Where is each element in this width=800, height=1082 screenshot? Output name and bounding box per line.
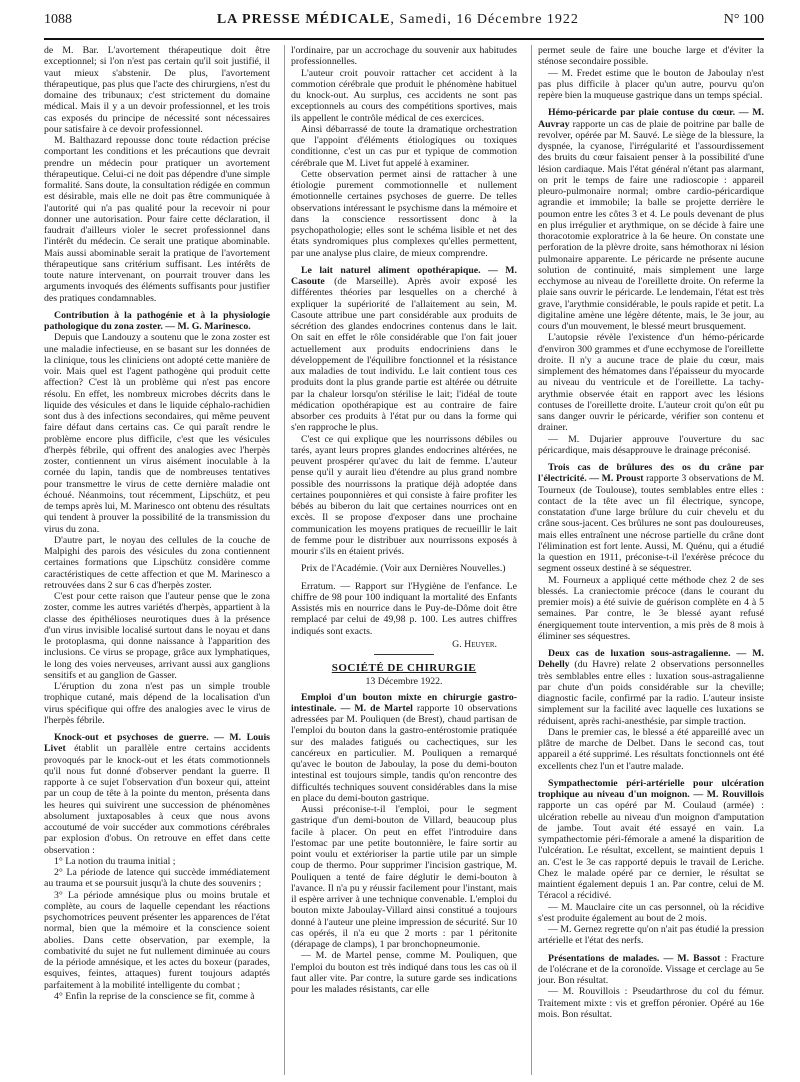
- paragraph: Cette observation permet ainsi de rattacher à une étiologie purement commotionnelle et nullement émotionnelle certaines psychoses de guerre. De telles observations intéressant le psychisme dans la mémoire et dans la conscience ressortissent donc à la psychopathologie; elles sont le schéma lisible et net des états syndromiques plus complexes qu'elles permettent, par une analyse plus claire, de mieux comprendre.: [291, 168, 517, 259]
- section-date: 13 Décembre 1922.: [365, 676, 443, 688]
- list-item: 1° La notion du trauma initial ;: [54, 855, 176, 867]
- paragraph: L'éruption du zona n'est pas un simple trouble trophique cutané, mais dépend de la localisation d'un virus spécifique qui offre des analogies avec le virus de l'herpès fébrile.: [44, 681, 270, 726]
- list-item: 2° La période de latence qui succède immédiatement au trauma et se poursuit jusqu'à la chute des souvenirs ;: [44, 867, 270, 890]
- paragraph: de M. Bar. L'avortement thérapeutique doit être exceptionnel; si l'on n'est pas certain qu'il soit justifié, il vaut mieux s'abstenir. De plus, l'avortement thérapeutique, pas plus que l'acte des chirurgiens, n'est du domaine des tribunaux; c'est strictement du domaine médical. Mais il y a un devoir professionnel, et les trois cas exposés du principe de nécessité sont nécessaires pour satisfaire à ce devoir professionnel.: [44, 45, 270, 135]
- paragraph: — M. de Martel pense, comme M. Pouliquen, que l'emploi du bouton est très indiqué dans tous les cas où il faut aller vite. Par contre, la suture garde ses indications pour les malades résistants, car elle: [291, 950, 517, 995]
- prix-academie: Prix de l'Académie. (Voir aux Dernières Nouvelles.): [301, 563, 506, 575]
- paragraph: Dans le premier cas, le blessé a été appareillé avec un plâtre de marche de Delbet. Dans le second cas, tout appareil a été supprimé. Les résultats fonctionnels ont été excellents chez l'un et l'autre malade.: [538, 726, 764, 772]
- paragraph: — M. Dujarier approuve l'ouverture du sac péricardique, mais désapprouve le drainage préconisé.: [538, 433, 764, 456]
- paragraph: — M. Fredet estime que le bouton de Jaboulay n'est pas plus difficile à placer qu'un autre, pourvu qu'on repère bien la muqueuse gastrique dans un temps spécial.: [538, 67, 764, 101]
- paragraph: C'est ce qui explique que les nourrissons débiles ou tarés, ayant leurs propres glandes endocrines altérées, ne peuvent prospérer qu'avec du lait de femme. L'auteur pense qu'il y aurait lieu d'étendre au plus grand nombre possible des nourrissons la pratique déjà adoptée dans certaines pouponnières et qui consiste à faire profiter les bébés au biberon du lait que certaines nourrices ont en excès. Il se propose d'exposer dans une prochaine communication les moyens pratiques de recueillir le lait de femme pour le distribuer aux nourrissons exposés à mourir s'ils en étaient privés.: [291, 433, 517, 557]
- erratum: Erratum. — Rapport sur l'Hygiène de l'enfance. Le chiffre de 98 pour 100 indiquant la mortalité des Enfants Assistés mis en nourrice dans le Puy-de-Dôme doit être remplacé par celui de 49,98 p. 100. Les autres chiffres indiqués sont exacts.: [291, 580, 517, 637]
- page-header: [44, 12, 764, 38]
- section-luxation: Deux cas de luxation sous-astragalienne. — M. Dehelly (du Havre) relate 2 observations personnelles très semblables entre elles : luxation sous-astragalienne par chute d'un poids considérable sur la cheville; diagnostic facile, confirmé par la radio. L'auteur insiste simplement sur la facilité avec laquelle ces luxations se réduisent, après rachi-anesthésie, par simple traction.: [538, 648, 764, 727]
- paragraph: M. Balthazard repousse donc toute rédaction précise comportant les conditions et les précautions que devrait prendre un médecin pour pratiquer un avortement thérapeutique. Celui-ci ne doit pas dépendre d'une simple formalité. Sans doute, la consultation rédigée en commun est désirable, mais elle ne doit pas être communiquée à l'autorité qui n'a pas qualité pour la recevoir ni pour donner une autorisation. Pour faire cette déclaration, il faudrait d'ailleurs violer le secret professionnel dans l'intérêt du médecin. Ce serait une pratique abominable. Mais aussi abominable serait la pratique de l'avortement thérapeutique sans critérium suffisant. Les intérêts de toute nature intervenant, on pourrait trouver dans les arguments invoqués des éléments suffisants pour justifier des pratiques condamnables.: [44, 135, 270, 304]
- article-columns: [44, 45, 764, 1075]
- paragraph: permet seule de faire une bouche large et d'éviter la sténose secondaire possible.: [538, 45, 764, 68]
- paragraph: — M. Gernez regrette qu'on n'ait pas étudié la pression artérielle et l'état des nerfs.: [538, 924, 764, 947]
- section-presentations: Présentations de malades. — M. Bassot : Fracture de l'olécrane et de la coronoïde. Vissage et cerclage au 5e jour. Bon résultat.: [538, 952, 764, 986]
- header-rule: [44, 38, 764, 40]
- section-title: SOCIÉTÉ DE CHIRURGIE: [331, 662, 477, 674]
- section-brulures: Trois cas de brûlures des os du crâne par l'électricité. — M. Proust rapporte 3 observations de M. Tourneux (de Toulouse), toutes semblables entre elles : contact de la tête avec un fil électrique, syncope, constatation d'une large brûlure du cuir chevelu et du crâne sous-jacent. Ces brûlures ne sont pas douloureuses, mais elles entraînent une nécrose partielle du crâne dont l'élimination est fort lente. Aussi, M. Quénu, qui a étudié la question en 1911, préconise-t-il l'exérèse précoce du segment osseux destiné à se séquestrer.: [538, 462, 764, 575]
- issue-number: N° 100: [723, 12, 764, 27]
- section-sympathectomie: Sympathectomie péri-artérielle pour ulcération trophique au niveau d'un moignon. — M. Rouvillois rapporte un cas opéré par M. Coulaud (armée) : ulcération rebelle au niveau d'un moignon d'amputation de jambe. Tout avait été essayé en vain. La sympathectomie péri-fémorale a amené la disparition de l'ulcération. Le résultat, excellent, se maintient depuis 1 an. C'est le 3e cas rapporté depuis le travail de Leriche. Chez le malade opéré par ce dernier, le résultat se maintient également depuis 1 an. Par contre, celui de M. Téracol a récidivé.: [538, 777, 764, 902]
- column-2: [284, 45, 517, 1075]
- list-item: 4° Enfin la reprise de la conscience se fit, comme à: [54, 990, 255, 1002]
- paragraph: D'autre part, le noyau des cellules de la couche de Malpighi des parois des vésicules du zona contiennent certaines formations que Lipschütz considère comme caractéristiques de cette affection et que M. Marinesco a retrouvées dans 2 sur 6 cas d'herpès zoster.: [44, 534, 270, 591]
- paragraph: — M. Rouvillois : Pseudarthrose du col du fémur. Traitement mixte : vis et greffon péronier. Opéré au 16e mois. Bon résultat.: [538, 986, 764, 1020]
- paragraph: M. Fourneux a appliqué cette méthode chez 2 de ses blessés. La craniectomie précoce (dans le courant du premier mois) a été suivie de guérison complète en 4 à 5 semaines. Par contre, le 3e blessé ayant refusé énergiquement toute intervention, a mis près de 8 mois à éliminer ses séquestres.: [538, 574, 764, 642]
- paragraph: Aussi préconise-t-il l'emploi, pour le segment gastrique d'un demi-bouton de Villard, beaucoup plus facile à placer. On peut en effet l'introduire dans l'estomac par une petite boutonnière, le faire sortir au point voulu et extérioriser la partie utile par un simple coup de thermo. Pour supprimer l'incision gastrique, M. Pouliquen a tenté de faire déglutir le demi-bouton à l'avance. Il n'a pu y réussir facilement pour l'instant, mais il espère arriver à une technique convenable. L'emploi du bouton mixte Jaboulay-Villard ainsi constitué a toujours donné à l'auteur une pleine impression de sécurité. Sur 10 cas opérés, il n'a eu que 2 morts : par 1 péritonite (dérapage de clamps), 1 par bronchopneumonie.: [291, 804, 517, 950]
- paragraph: L'autopsie révèle l'existence d'un hémo-péricarde d'environ 300 grammes et d'une ecchymose de l'oreillette droite. Il n'y a aucune trace de plaie du cœur, mais simplement des hématomes dans l'épaisseur du myocarde au niveau du ventricule et de l'oreillette. La tachy-arythmie observée était en rapport avec les lésions contuses de l'oreillette droite. L'auteur croit qu'on eût pu sans danger ouvrir le péricarde, vérifier son contenu et drainer.: [538, 332, 764, 434]
- section-hemopericarde: Hémo-péricarde par plaie contuse du cœur. — M. Auvray rapporte un cas de plaie de poitrine par balle de revolver, opérée par M. Sauvé. Le siège de la blessure, la dyspnée, la cyanose, l'irrégularité et l'assourdissement des bruits du cœur faisaient penser à la possibilité d'une lésion cardiaque. Mais l'état général n'étant pas alarmant, on prit le temps de faire une radioscopie : appareil pleuro-pulmonaire normal; ombre cardio-péricardique agrandie et immobile; la balle se projette derrière le poumon entre les côtes 3 et 4. Le pouls devenant de plus en plus irrégulier et arythmique, on se décide à faire une thoracotomie exploratrice à la 6e heure. On constate une perforation de la plèvre droite, sans hémothorax ni lésion pulmonaire apparente. Le péricarde ne présente aucune solution de continuité, mais simplement une large ecchymose au niveau de l'oreillette droite. On referme la plaie sans ouvrir le péricarde. Le lendemain, l'état est très grave, l'arythmie considérable, le pouls rapide et petit. La digitaline amène une légère détente, mais, le 3e jour, au cours d'un mouvement, le blessé meurt brusquement.: [538, 107, 764, 332]
- section-heading-zona: Contribution à la pathogénie et à la physiologie pathologique du zona zoster. — M. G. Marinesco.: [44, 309, 270, 332]
- list-item: 3° La période amnésique plus ou moins brutale et complète, au cours de laquelle cependant les réactions psychomotrices peuvent présenter les apparences de l'état normal, bien que la mémoire et la conscience soient abolies. Dans cette observation, par exemple, la combativité du sujet ne fut nullement diminuée au cours de la période amnésique, et les actes du boxeur (parades, esquives, feintes, attaques) furent toujours adaptés parfaitement à la mobilité intelligente du combat ;: [44, 889, 270, 991]
- section-knockout: Knock-out et psychoses de guerre. — M. Louis Livet établit un parallèle entre certains accidents provoqués par le knock-out et les états commotionnels qu'il nous fut donné d'observer pendant la guerre. Il rapporte à ce sujet l'observation d'un boxeur qui, atteint par un coup de tête à la pointe du menton, présenta dans les heures qui suivirent une succession de phénomènes absolument juxtaposables à ceux que nous avons accoutumé de voir succéder aux commotions cérébrales par explosion d'obus. On retrouve en effet dans cette observation :: [44, 732, 270, 856]
- signature: G. Heuyer.: [452, 638, 497, 650]
- paragraph: l'ordinaire, par un accrochage du souvenir aux habitudes professionnelles.: [291, 45, 517, 68]
- journal-title: LA PRESSE MÉDICALE, Samedi, 16 Décembre 1922: [216, 12, 579, 27]
- section-bouton: Emploi d'un bouton mixte en chirurgie gastro-intestinale. — M. de Martel rapporte 10 observations adressées par M. Pouliquen (de Brest), chaud partisan de l'emploi du bouton dans la gastro-entérostomie pratiquée sur des malades fatigués ou cachectiques, sur les cancéreux en particulier. M. Pouliquen a remarqué qu'avec le bouton de Jaboulay, la pose du demi-bouton intestinal est toujours simple, tandis qu'on rencontre des difficultés techniques souvent considérables dans la mise en place du demi-bouton gastrique.: [291, 691, 517, 804]
- paragraph: Depuis que Landouzy a soutenu que le zona zoster est une maladie infectieuse, en se basant sur les données de la clinique, tous les cliniciens ont adopté cette manière de voir. Mais quel est l'agent pathogène qui produit cette affection? C'est là un problème qui n'est pas encore résolu. En effet, les nombreux microbes décrits dans le liquide des vésicules et dans le liquide céphalo-rachidien sont dus à des infections secondaires, qui même peuvent faire défaut dans certains cas. Ce qui paraît rendre le problème encore plus difficile, c'est que les vésicules d'herpès fébrile, qui offrent des analogies avec l'herpès zoster, contiennent un virus aisément inoculable à la cornée du lapin, tandis que de nombreuses tentatives pour transmettre le virus de cette dernière maladie ont échoué. Néanmoins, tout récemment, Lipschütz, et peu de temps après lui, M. Marinesco ont obtenu des résultats qui tendent à prouver la possibilité de la transmission du virus du zona.: [44, 332, 270, 535]
- paragraph: Ainsi débarrassé de toute la dramatique orchestration que l'appoint d'éléments étiologiques ou toxiques conditionne, c'est un cas pur et typique de commotion cérébrale que M. Livet fut appelé à examiner.: [291, 123, 517, 169]
- paragraph: — M. Mauclaire cite un cas personnel, où la récidive s'est produite également au bout de 2 mois.: [538, 901, 764, 924]
- column-1: [44, 45, 270, 1075]
- page-number: 1088: [44, 12, 72, 27]
- section-lait: Le lait naturel aliment opothérapique. — M. Casoute (de Marseille). Après avoir exposé les différentes théories par lesquelles on a cherché à expliquer la supériorité de l'allaitement au sein, M. Casoute attribue une part considérable aux produits de sécrétion des glandes endocrines contenus dans le lait. On sait en effet le rôle considérable que l'on fait jouer actuellement aux produits endocriniens dans le développement de l'équilibre fonctionnel et la résistance aux maladies de tout individu. Le lait contient tous ces produits dont la plus grande partie est altérée ou détruite par la chaleur lorsqu'on stérilise le lait; l'idéal de toute médication opothérapique est au contraire de faire absorber ces produits à l'état pur ou dans la forme qui s'en rapproche le plus.: [291, 264, 517, 434]
- column-3: [531, 45, 764, 1075]
- paragraph: C'est pour cette raison que l'auteur pense que le zona zoster, comme les autres variétés d'herpès, appartient à la classe des épithélioses neurotiques dues à la présence d'un virus invisible localisé surtout dans le noyau et dans le protoplasma, qui donne naissance à l'apparition des inclusions. Ce virus se propage, grâce aux lymphatiques, le long des voies nerveuses, arrivant aussi aux ganglions sensitifs et au ganglion de Gasser.: [44, 591, 270, 681]
- separator: [374, 654, 434, 655]
- paragraph: L'auteur croit pouvoir rattacher cet accident à la commotion cérébrale que produit le phénomène habituel du knock-out. Au surplus, ces accidents ne sont pas exceptionnels au cours des compétitions sportives, mais ils appellent le contrôle médical de ces exercices.: [291, 67, 517, 124]
